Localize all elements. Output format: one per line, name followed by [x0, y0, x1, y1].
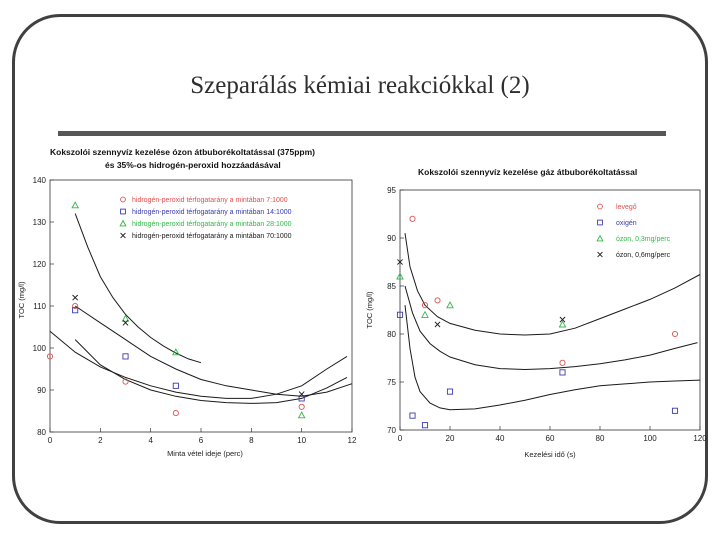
data-point	[123, 354, 128, 359]
x-tick-label: 6	[198, 436, 204, 445]
y-tick-label: 70	[387, 426, 396, 435]
y-tick-label: 95	[387, 186, 396, 195]
fit-curve	[405, 286, 698, 370]
data-point	[447, 389, 452, 394]
x-tick-label: 0	[47, 436, 53, 445]
y-axis-label: TOC (mg/l)	[17, 281, 26, 319]
chart-subtitle: és 35%-os hidrogén-peroxid hozzáadásával	[105, 160, 281, 170]
x-tick-label: 8	[249, 436, 254, 445]
fit-curve	[75, 306, 352, 396]
chart-title: Kokszolói szennyvíz kezelése ózon átbuborékoltatással (375ppm)	[50, 147, 315, 157]
legend-entry: ózon, 0,3mg/perc	[616, 236, 671, 243]
data-point	[422, 312, 428, 318]
x-tick-label: 4	[148, 436, 153, 445]
x-tick-label: 40	[495, 434, 505, 443]
y-axis-label: TOC (mg/l)	[365, 291, 374, 329]
y-tick-label: 140	[32, 176, 46, 185]
data-point	[72, 202, 78, 208]
data-point	[410, 413, 415, 418]
y-tick-label: 120	[32, 260, 46, 269]
x-tick-label: 60	[545, 434, 555, 443]
x-tick-label: 2	[98, 436, 103, 445]
fit-curve	[75, 340, 347, 404]
data-point	[299, 412, 305, 418]
data-point	[73, 295, 78, 300]
data-point	[173, 383, 178, 388]
data-point	[435, 298, 440, 303]
chart-title: Kokszolói szennyvíz kezelése gáz átbuborékoltatással	[418, 167, 638, 177]
legend-entry: hidrogén-peroxid térfogatarány a mintában 7:1000	[132, 197, 288, 204]
legend-box	[597, 199, 689, 259]
legend	[120, 192, 340, 244]
y-tick-label: 130	[32, 218, 46, 227]
x-tick-label: 80	[595, 434, 605, 443]
legend-entry: oxigén	[616, 220, 637, 227]
y-tick-label: 90	[387, 234, 396, 243]
data-point	[560, 370, 565, 375]
legend-entry: ózon, 0,6mg/perc	[616, 252, 671, 259]
data-point	[447, 302, 453, 308]
x-tick-label: 12	[347, 436, 357, 445]
x-tick-label: 10	[297, 436, 307, 445]
legend-entry: hidrogén-peroxid térfogatarány a mintában 70:1000	[132, 233, 292, 240]
legend-entry: hidrogén-peroxid térfogatarány a mintában 14:1000	[132, 209, 292, 216]
y-tick-label: 85	[387, 282, 396, 291]
fit-curves	[405, 233, 700, 410]
x-tick-label: 20	[445, 434, 455, 443]
data-point	[173, 411, 178, 416]
legend-entry: levegő	[616, 204, 637, 211]
chart-gas-bubbling	[360, 160, 710, 470]
y-tick-label: 100	[32, 344, 46, 353]
data-point	[410, 216, 415, 221]
y-tick-label: 110	[33, 302, 46, 311]
data-point	[672, 408, 677, 413]
x-tick-label: 100	[643, 434, 657, 443]
y-tick-label: 75	[387, 378, 396, 387]
y-tick-label: 80	[387, 330, 396, 339]
y-tick-label: 80	[37, 428, 46, 437]
x-axis-label: Minta vétel ideje (perc)	[167, 449, 243, 458]
legend-entry: hidrogén-peroxid térfogatarány a mintában 28:1000	[132, 221, 292, 228]
data-point	[422, 423, 427, 428]
slide-title: Szeparálás kémiai reakciókkal (2)	[190, 72, 530, 99]
fit-curve	[50, 331, 347, 398]
title-underline	[58, 131, 666, 136]
chart-ozone-peroxide	[10, 140, 360, 470]
x-axis-label: Kezelési idő (s)	[524, 450, 576, 459]
x-tick-label: 120	[693, 434, 707, 443]
data-point	[672, 331, 677, 336]
data-point	[435, 322, 440, 327]
y-tick-label: 90	[37, 386, 46, 395]
x-tick-label: 0	[397, 434, 403, 443]
data-point	[299, 404, 304, 409]
data-point	[560, 360, 565, 365]
legend	[597, 199, 689, 259]
